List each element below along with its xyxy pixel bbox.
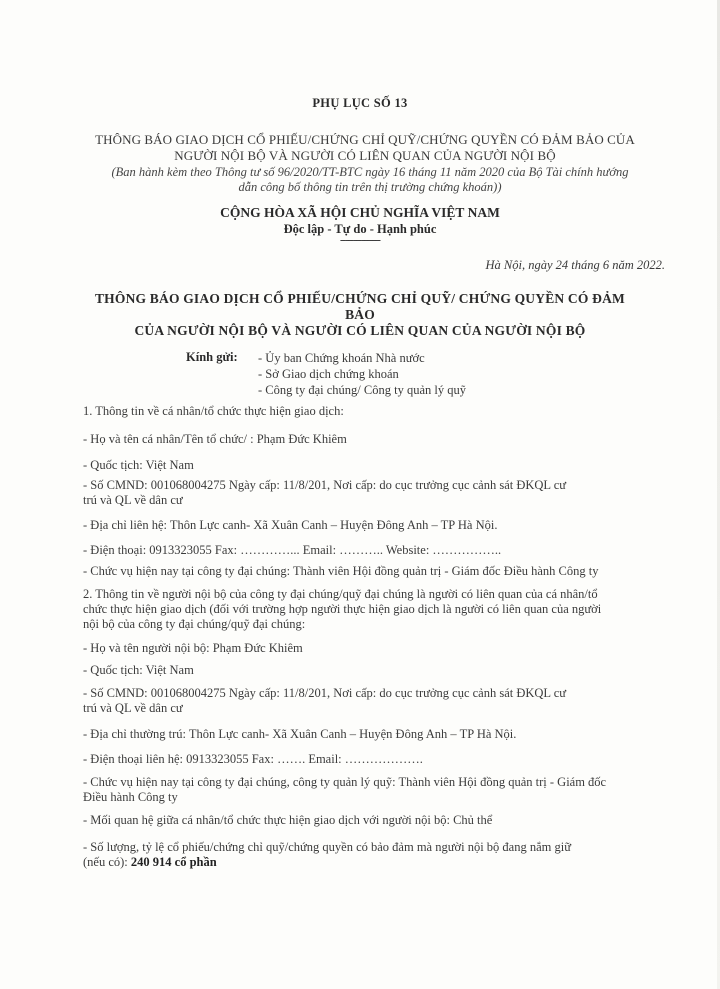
motto-divider: --------------- (340, 234, 380, 246)
section-2-line-3: nội bộ của công ty đại chúng/quỹ đại chúng: (83, 617, 306, 631)
insider-id-card (83, 686, 683, 716)
section-2-line-2: chức thực hiện giao dịch (đối với trường hợp người thực hiện giao dịch là người có liên quan của người (83, 602, 602, 616)
insider-name: - Họ và tên người nội bộ: Phạm Đức Khiêm (83, 641, 303, 655)
national-title: CỘNG HÒA XÃ HỘI CHỦ NGHĨA VIỆT NAM (220, 205, 500, 220)
section-2-line-1: 2. Thông tin về người nội bộ của công ty đại chúng/quỹ đại chúng là người có liên quan của cá nhân/tổ (83, 587, 598, 601)
dateline: Hà Nội, ngày 24 tháng 6 năm 2022. (485, 258, 665, 272)
document-title-line-2: CỦA NGƯỜI NỘI BỘ VÀ NGƯỜI CÓ LIÊN QUAN CỦA NGƯỜI NỘI BỘ (134, 323, 586, 338)
insider-id-line-1: - Số CMND: 001068004275 Ngày cấp: 11/8/201, Nơi cấp: do cục trưởng cục cảnh sát ĐKQL cư (83, 686, 567, 700)
issuance-note (80, 165, 660, 195)
document-title-line-1: THÔNG BÁO GIAO DỊCH CỔ PHIẾU/CHỨNG CHỈ QUỸ/ CHỨNG QUYỀN CÓ ĐẢM BẢO (94, 291, 626, 322)
contact-address: - Địa chỉ liên hệ: Thôn Lực canh- Xã Xuân Canh – Huyện Đông Anh – TP Hà Nội. (83, 518, 498, 532)
holdings-value: 240 914 cổ phần (130, 855, 217, 869)
insider-position (83, 775, 683, 805)
insider-position-line-1: - Chức vụ hiện nay tại công ty đại chúng, công ty quản lý quỹ: Thành viên Hội đồng quản trị - Giám đốc (83, 775, 607, 789)
person-name: - Họ và tên cá nhân/Tên tổ chức/ : Phạm Đức Khiêm (83, 432, 347, 446)
relationship: - Mối quan hệ giữa cá nhân/tổ chức thực hiện giao dịch với người nội bộ: Chủ thể (83, 813, 493, 827)
section-2-heading (83, 587, 683, 632)
form-subtitle-line-1: THÔNG BÁO GIAO DỊCH CỔ PHIẾU/CHỨNG CHỈ QUỸ/CHỨNG QUYỀN CÓ ĐẢM BẢO CỦA (95, 132, 635, 147)
recipient-item: - Sở Giao dịch chứng khoán (258, 367, 399, 381)
recipient-item: - Công ty đại chúng/ Công ty quản lý quỹ (258, 383, 466, 397)
holdings-line-2 (83, 855, 683, 870)
issuance-note-line-2: dẫn công bố thông tin trên thị trường chứng khoán)) (238, 180, 502, 194)
holdings-prefix: (nếu có): (83, 855, 131, 869)
insider-nationality: - Quốc tịch: Việt Nam (83, 663, 194, 677)
national-motto: Độc lập - Tự do - Hạnh phúc (283, 222, 437, 236)
form-subtitle (60, 132, 670, 164)
nationality: - Quốc tịch: Việt Nam (83, 458, 194, 472)
insider-id-line-2: trú và QL về dân cư (83, 701, 183, 715)
insider-phone: - Điện thoại liên hệ: 0913323055 Fax: ……. Email: ………………. (83, 752, 423, 766)
phone-fax-email: - Điện thoại: 0913323055 Fax: …………... Email: ……….. Website: …………….. (83, 543, 502, 557)
id-card-info (83, 478, 683, 508)
insider-position-line-2: Điều hành Công ty (83, 790, 178, 804)
issuance-note-line-1: (Ban hành kèm theo Thông tư số 96/2020/TT-BTC ngày 16 tháng 11 năm 2020 của Bộ Tài chính hướng (111, 165, 629, 179)
holdings-line-1: - Số lượng, tỷ lệ cổ phiếu/chứng chỉ quỹ/chứng quyền có bảo đảm mà người nội bộ đang nắm giữ (83, 840, 571, 854)
document-title (80, 291, 640, 339)
appendix-label: PHỤ LỤC SỐ 13 (312, 96, 408, 110)
recipients-label: Kính gửi: (186, 350, 238, 364)
id-card-line-2: trú và QL về dân cư (83, 493, 183, 507)
id-card-line-1: - Số CMND: 001068004275 Ngày cấp: 11/8/201, Nơi cấp: do cục trưởng cục cảnh sát ĐKQL cư (83, 478, 567, 492)
insider-address: - Địa chỉ thường trú: Thôn Lực canh- Xã Xuân Canh – Huyện Đông Anh – TP Hà Nội. (83, 727, 517, 741)
recipient-item: - Ủy ban Chứng khoán Nhà nước (258, 351, 425, 365)
recipients-list (258, 350, 466, 398)
holdings (83, 840, 683, 870)
current-position: - Chức vụ hiện nay tại công ty đại chúng: Thành viên Hội đồng quản trị - Giám đốc Điều hành Công ty (83, 564, 599, 578)
section-1-heading: 1. Thông tin về cá nhân/tổ chức thực hiện giao dịch: (83, 404, 344, 418)
form-subtitle-line-2: NGƯỜI NỘI BỘ VÀ NGƯỜI CÓ LIÊN QUAN CỦA NGƯỜI NỘI BỘ (174, 148, 556, 163)
